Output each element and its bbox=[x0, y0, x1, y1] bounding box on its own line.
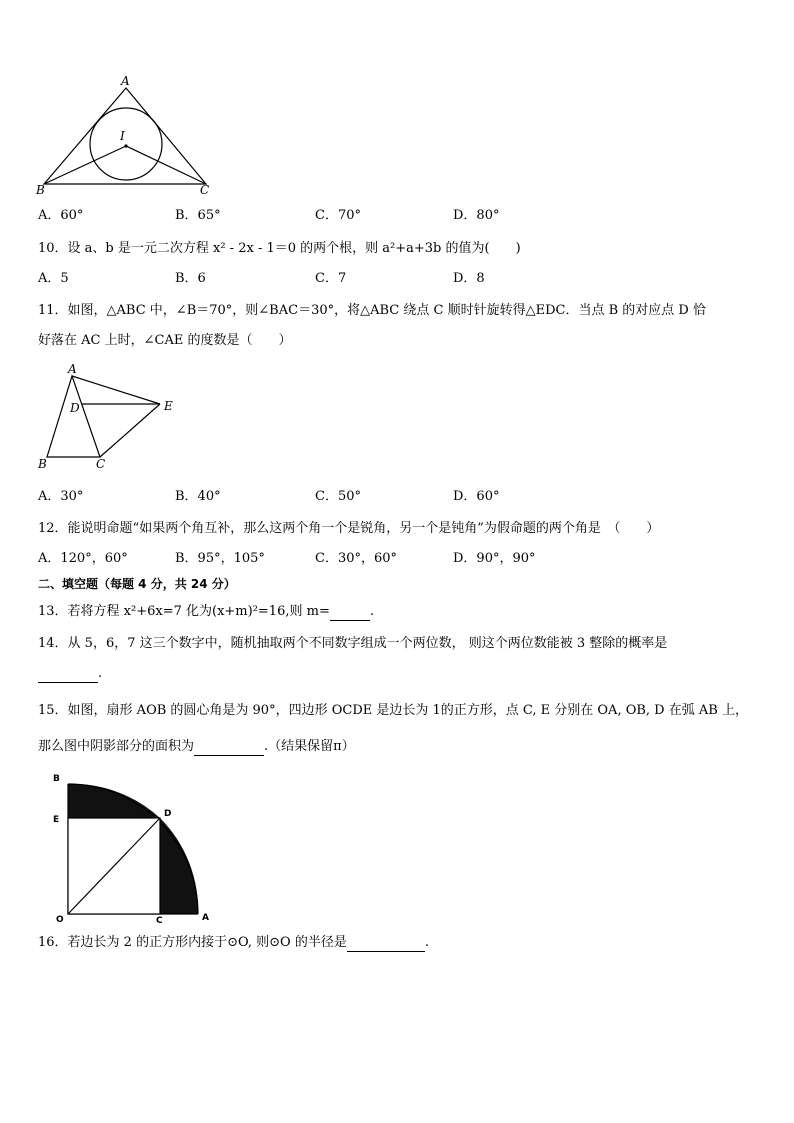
q12-option-b[interactable]: B．95°，105° bbox=[175, 551, 265, 566]
q15-text-a: 那么图中阴影部分的面积为 bbox=[38, 739, 195, 754]
q11-option-a[interactable]: A．30° bbox=[38, 489, 84, 504]
q9-label-i: I bbox=[120, 129, 125, 143]
q15-label-a: A bbox=[202, 913, 209, 923]
q10-option-a[interactable]: A．5 bbox=[38, 271, 69, 286]
q10-option-d[interactable]: D．8 bbox=[453, 271, 485, 286]
q10-option-b[interactable]: B．6 bbox=[175, 271, 206, 286]
q9-option-a[interactable]: A．60° bbox=[38, 208, 84, 223]
q10-question: 10．设 a、b 是一元二次方程 x² - 2x - 1＝0 的两个根，则 a²+a+3b 的值为( ) bbox=[38, 241, 521, 256]
q15-answer-blank[interactable] bbox=[194, 741, 264, 756]
q10-option-c[interactable]: C．7 bbox=[315, 271, 347, 286]
q15-label-e: E bbox=[53, 815, 60, 825]
q12-option-c[interactable]: C．30°，60° bbox=[315, 551, 398, 566]
q11-option-d[interactable]: D．60° bbox=[453, 489, 500, 504]
q15-label-o: O bbox=[56, 915, 64, 925]
q16-end: . bbox=[424, 935, 429, 950]
q14-answer-blank[interactable] bbox=[38, 668, 98, 683]
q11-rotation-figure bbox=[30, 360, 190, 475]
q15-question-line1: 15．如图，扇形 AOB 的圆心角是为 90°，四边形 OCDE 是边长为 1的正方形，点 C, E 分别在 OA, OB, D 在弧 AB 上， bbox=[38, 703, 748, 718]
q13-text: 13．若将方程 x²+6x=7 化为(x+m)²=16,则 m= bbox=[38, 604, 330, 619]
q9-option-b[interactable]: B．65° bbox=[175, 208, 221, 223]
q11-question-line2: 好落在 AC 上时，∠CAE 的度数是（ ） bbox=[38, 333, 292, 348]
q15-label-d: D bbox=[164, 809, 172, 819]
q9-label-c: C bbox=[200, 183, 210, 197]
q12-option-d[interactable]: D．90°，90° bbox=[453, 551, 536, 566]
q9-option-c[interactable]: C．70° bbox=[315, 208, 361, 223]
q9-label-a: A bbox=[121, 74, 130, 88]
q11-option-c[interactable]: C．50° bbox=[315, 489, 361, 504]
q15-label-c: C bbox=[156, 916, 163, 925]
q9-option-d[interactable]: D．80° bbox=[453, 208, 500, 223]
q11-label-a: A bbox=[68, 362, 77, 376]
q15-text-b: .（结果保留π） bbox=[264, 739, 355, 754]
q14-question: 14．从 5，6，7 这三个数字中，随机抽取两个不同数字组成一个两位数， 则这个两位数能被 3 整除的概率是 bbox=[38, 636, 668, 651]
q14-end: . bbox=[98, 666, 103, 681]
q11-label-d: D bbox=[70, 401, 80, 415]
q16-answer-blank[interactable] bbox=[347, 937, 425, 952]
q11-label-b: B bbox=[38, 457, 47, 471]
section-title-fill-in: 二、填空题（每题 4 分，共 24 分） bbox=[38, 577, 236, 591]
q11-label-e: E bbox=[164, 399, 173, 413]
q13-answer-blank[interactable] bbox=[330, 606, 370, 621]
q11-label-c: C bbox=[96, 457, 106, 471]
q14-answer-line bbox=[38, 665, 102, 683]
q9-label-b: B bbox=[36, 183, 45, 197]
q16-question bbox=[38, 934, 429, 952]
q12-option-a[interactable]: A．120°，60° bbox=[38, 551, 128, 566]
q13-end: . bbox=[369, 604, 374, 619]
q16-text: 16．若边长为 2 的正方形内接于⊙O, 则⊙O 的半径是 bbox=[38, 935, 347, 950]
q15-sector-figure bbox=[48, 770, 218, 925]
q12-question: 12．能说明命题“如果两个角互补，那么这两个角一个是锐角，另一个是钝角”为假命题的两个角是 （ ） bbox=[38, 521, 660, 536]
q15-label-b: B bbox=[53, 774, 60, 784]
q15-question-line2 bbox=[38, 738, 355, 756]
q11-option-b[interactable]: B．40° bbox=[175, 489, 221, 504]
q13-question bbox=[38, 603, 374, 621]
q9-triangle-incircle-figure bbox=[30, 74, 230, 198]
q11-question-line1: 11．如图，△ABC 中，∠B＝70°，则∠BAC＝30°，将△ABC 绕点 C 顺时针旋转得△EDC．当点 B 的对应点 D 恰 bbox=[38, 303, 706, 318]
